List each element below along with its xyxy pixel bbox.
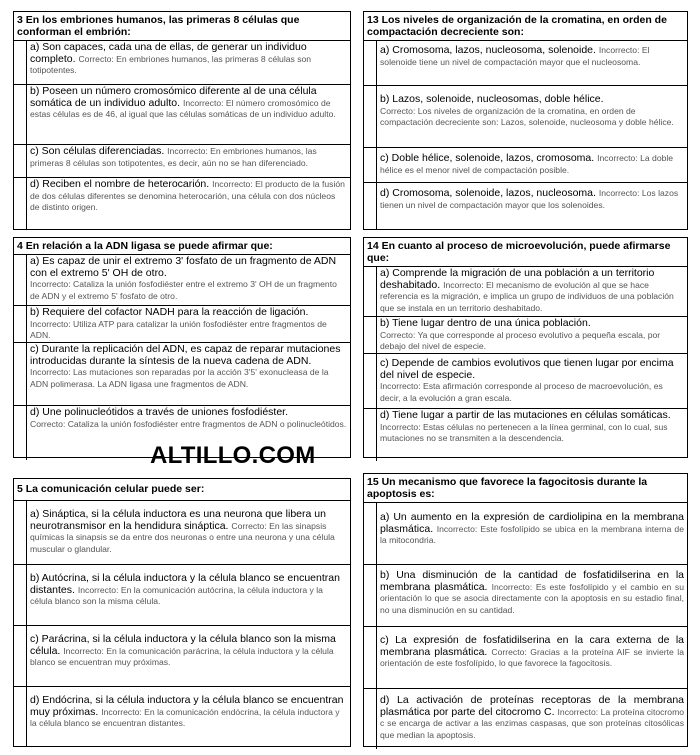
option-feedback: Incorrecto: En embriones humanos, las primeras 8 células son totipotentes, es decir, aún no se han diferenciado. [30,146,317,168]
option-text: a) Sináptica, si la célula inductora es una neurona que libera un neurotransmisor en la hendidura sináptica. [30,508,326,532]
option-feedback: Incorrecto: El mecanismo de evolución al que se hace referencia es la migración, e implica un grupo de individuos de una población que se instala en un territorio deshabitado. [380,279,674,313]
watermark-logo: ALTILLO.COM [150,442,316,469]
option-c[interactable] [364,354,687,409]
option-text: c) Doble hélice, solenoide, lazos, cromosoma. [380,152,595,164]
option-b[interactable] [14,85,350,145]
option-c[interactable] [14,145,350,178]
option-a[interactable] [14,501,350,565]
question-title: 14 En cuanto al proceso de microevolución, puede afirmarse que: [364,238,687,267]
option-d[interactable] [364,689,687,749]
question-5 [13,478,351,747]
option-feedback: Incorrecto: El número cromosómico de estas células es de 46, al igual que las células somáticas de un individuo adulto. [30,97,336,119]
option-text: c) La expresión de fosfatidilserina en la cara externa de la membrana plasmática. [380,634,684,658]
option-c[interactable] [14,343,350,406]
option-feedback: Incorrecto: El producto de la fusión de dos células diferentes se denomina heterocarión, una célula con dos núcleos de distinto origen. [30,179,345,212]
option-text: d) Tiene lugar a partir de las mutaciones en células somáticas. [380,409,671,421]
option-feedback: Incorrecto: En la comunicación endócrina, la célula inductora y la célula blanco se encuentran distantes. [30,706,340,728]
question-title: 4 En relación a la ADN ligasa se puede afirmar que: [14,238,350,255]
option-feedback: Incorrecto: Esta afirmación corresponde al proceso de macroevolución, es decir, a la evolución a gran escala. [380,381,663,403]
option-text: a) Son capaces, cada una de ellas, de generar un individuo completo. [30,41,307,65]
question-title: 5 La comunicación celular puede ser: [14,479,350,501]
option-b[interactable] [364,565,687,627]
option-text: d) Cromosoma, solenoide, lazos, nucleosoma. [380,187,596,199]
question-title: 15 Un mecanismo que favorece la fagocitosis durante la apoptosis es: [364,474,687,503]
option-text: c) Durante la replicación del ADN, es capaz de reparar mutaciones introducidas durante la síntesis de la nueva cadena de ADN. [30,343,341,367]
option-text: d) Endócrina, si la célula inductora y la célula blanco se encuentran muy próximas. [30,694,344,718]
option-a[interactable] [14,41,350,85]
option-feedback: Correcto: Gracias a la proteína AIF se invierte la orientación de este fosfolípido, lo que favorece la fagocitosis. [380,646,684,668]
option-d[interactable] [14,178,350,230]
option-text: c) Parácrina, si la célula inductora y la célula blanco son la misma célula. [30,633,336,657]
option-c[interactable] [364,627,687,689]
option-text: d) Une polinucleótidos a través de uniones fosfodiéster. [30,406,288,418]
option-b[interactable] [364,317,687,354]
option-feedback: Correcto: En las sinapsis químicas la sinapsis se da entre dos neuronas o entre una neurona y una célula muscular o glandular. [30,520,335,554]
option-text: d) Reciben el nombre de heterocarión. [30,178,210,190]
option-feedback: Correcto: En embriones humanos, las primeras 8 células son totipotentes. [30,53,312,75]
option-c[interactable] [364,148,687,183]
option-feedback: Incorrecto: Los lazos tienen un nivel de compactación mayor que los solenoides. [380,188,679,210]
question-15 [363,473,688,747]
option-b[interactable] [364,86,687,148]
option-text: b) Requiere del cofactor NADH para la reacción de ligación. [30,306,309,318]
option-text: b) Poseen un número cromosómico diferente al de una célula somática de un individuo adulto. [30,85,317,109]
option-text: c) Son células diferenciadas. [30,145,165,157]
option-feedback: Incorrecto: Es este fosfolípido y el cambio en su orientación lo que se asocia directamente con la apoptosis en su estadio final, no una disminución en su cantidad. [380,581,684,615]
option-feedback: Correcto: Ya que corresponde al proceso evolutivo a pequeña escala, por debajo del nivel de especie. [380,329,661,351]
option-a[interactable] [364,267,687,317]
question-4 [13,237,351,458]
option-b[interactable] [14,306,350,343]
option-text: b) Lazos, solenoide, nucleosomas, doble hélice. [380,93,604,105]
option-feedback: Incorrecto: La doble hélice es el menor nivel de compactación posible. [380,153,674,175]
option-a[interactable] [14,255,350,306]
option-feedback: Correcto: Los niveles de organización de la cromatina, en orden de compactación decreciente son: Lazos, solenoide, nucleosoma y doble hélice. [380,105,674,127]
option-feedback: Incorrecto: La proteína citocromo c se encarga de activar a las enzimas caspasas, que son proteínas citosólicas que median la apoptosis. [380,706,685,740]
option-a[interactable] [364,503,687,565]
option-text: c) Depende de cambios evolutivos que tienen lugar por encima del nivel de especie. [380,357,674,381]
question-14 [363,237,688,458]
option-text: b) Autócrina, si la célula inductora y la célula blanco se encuentran distantes. [30,572,340,596]
question-13 [363,11,688,230]
option-feedback: Correcto: Cataliza la unión fosfodiéster entre fragmentos de ADN o polinucleótidos. [30,418,347,429]
option-text: a) Un aumento en la expresión de cardiolipina en la membrana plasmática. [380,511,684,535]
question-title: 3 En los embriones humanos, las primeras 8 células que conforman el embrión: [14,12,350,41]
option-feedback: Incorrecto: Utiliza ATP para catalizar la unión fosfodiéster entre fragmentos de ADN. [30,318,327,340]
option-feedback: Incorrecto: Las mutaciones son reparadas por la acción 3'5' exonucleasa de la ADN polimerasa. La ADN ligasa une fragmentos de ADN. [30,367,329,389]
option-feedback: Incorrecto: Estas células no pertenecen a la línea germinal, con lo cual, sus mutaciones no se transmiten a la descendencia. [380,421,668,443]
option-feedback: Incorrecto: En la comunicación parácrina, la célula inductora y la célula blanco se encuentran muy próximas. [30,645,334,667]
option-feedback: Incorrecto: Cataliza la unión fosfodiéster entre el extremo 3' OH de un fragmento de ADN y el extremo 5' fosfato de otro. [30,279,337,301]
option-d[interactable] [14,687,350,747]
option-d[interactable] [364,183,687,229]
question-title: 13 Los niveles de organización de la cromatina, en orden de compactación decreciente son: [364,12,687,41]
option-text: a) Comprende la migración de una población a un territorio deshabitado. [380,267,655,291]
option-feedback: Incorrecto: En la comunicación autócrina, la célula inductora y la célula blanco son la misma célula. [30,584,323,606]
option-text: b) Tiene lugar dentro de una única población. [380,317,591,329]
option-d[interactable] [364,409,687,461]
option-text: a) Cromosoma, lazos, nucleosoma, solenoide. [380,44,596,56]
option-feedback: Incorrecto: El solenoide tiene un nivel de compactación mayor que el nucleosoma. [380,45,650,67]
option-text: d) La activación de proteínas receptoras de la membrana plasmática por parte del citocromo C. [380,694,684,718]
option-a[interactable] [364,41,687,86]
option-text: a) Es capaz de unir el extremo 3' fosfato de un fragmento de ADN con el extremo 5' OH de otro. [30,255,337,279]
option-text: b) Una disminución de la cantidad de fosfatidilserina en la membrana plasmática. [380,569,684,593]
option-c[interactable] [14,626,350,687]
option-b[interactable] [14,565,350,626]
question-3 [13,11,351,230]
option-feedback: Incorrecto: Este fosfolípido se ubica en la membrana interna de la mitocondria. [380,523,684,545]
